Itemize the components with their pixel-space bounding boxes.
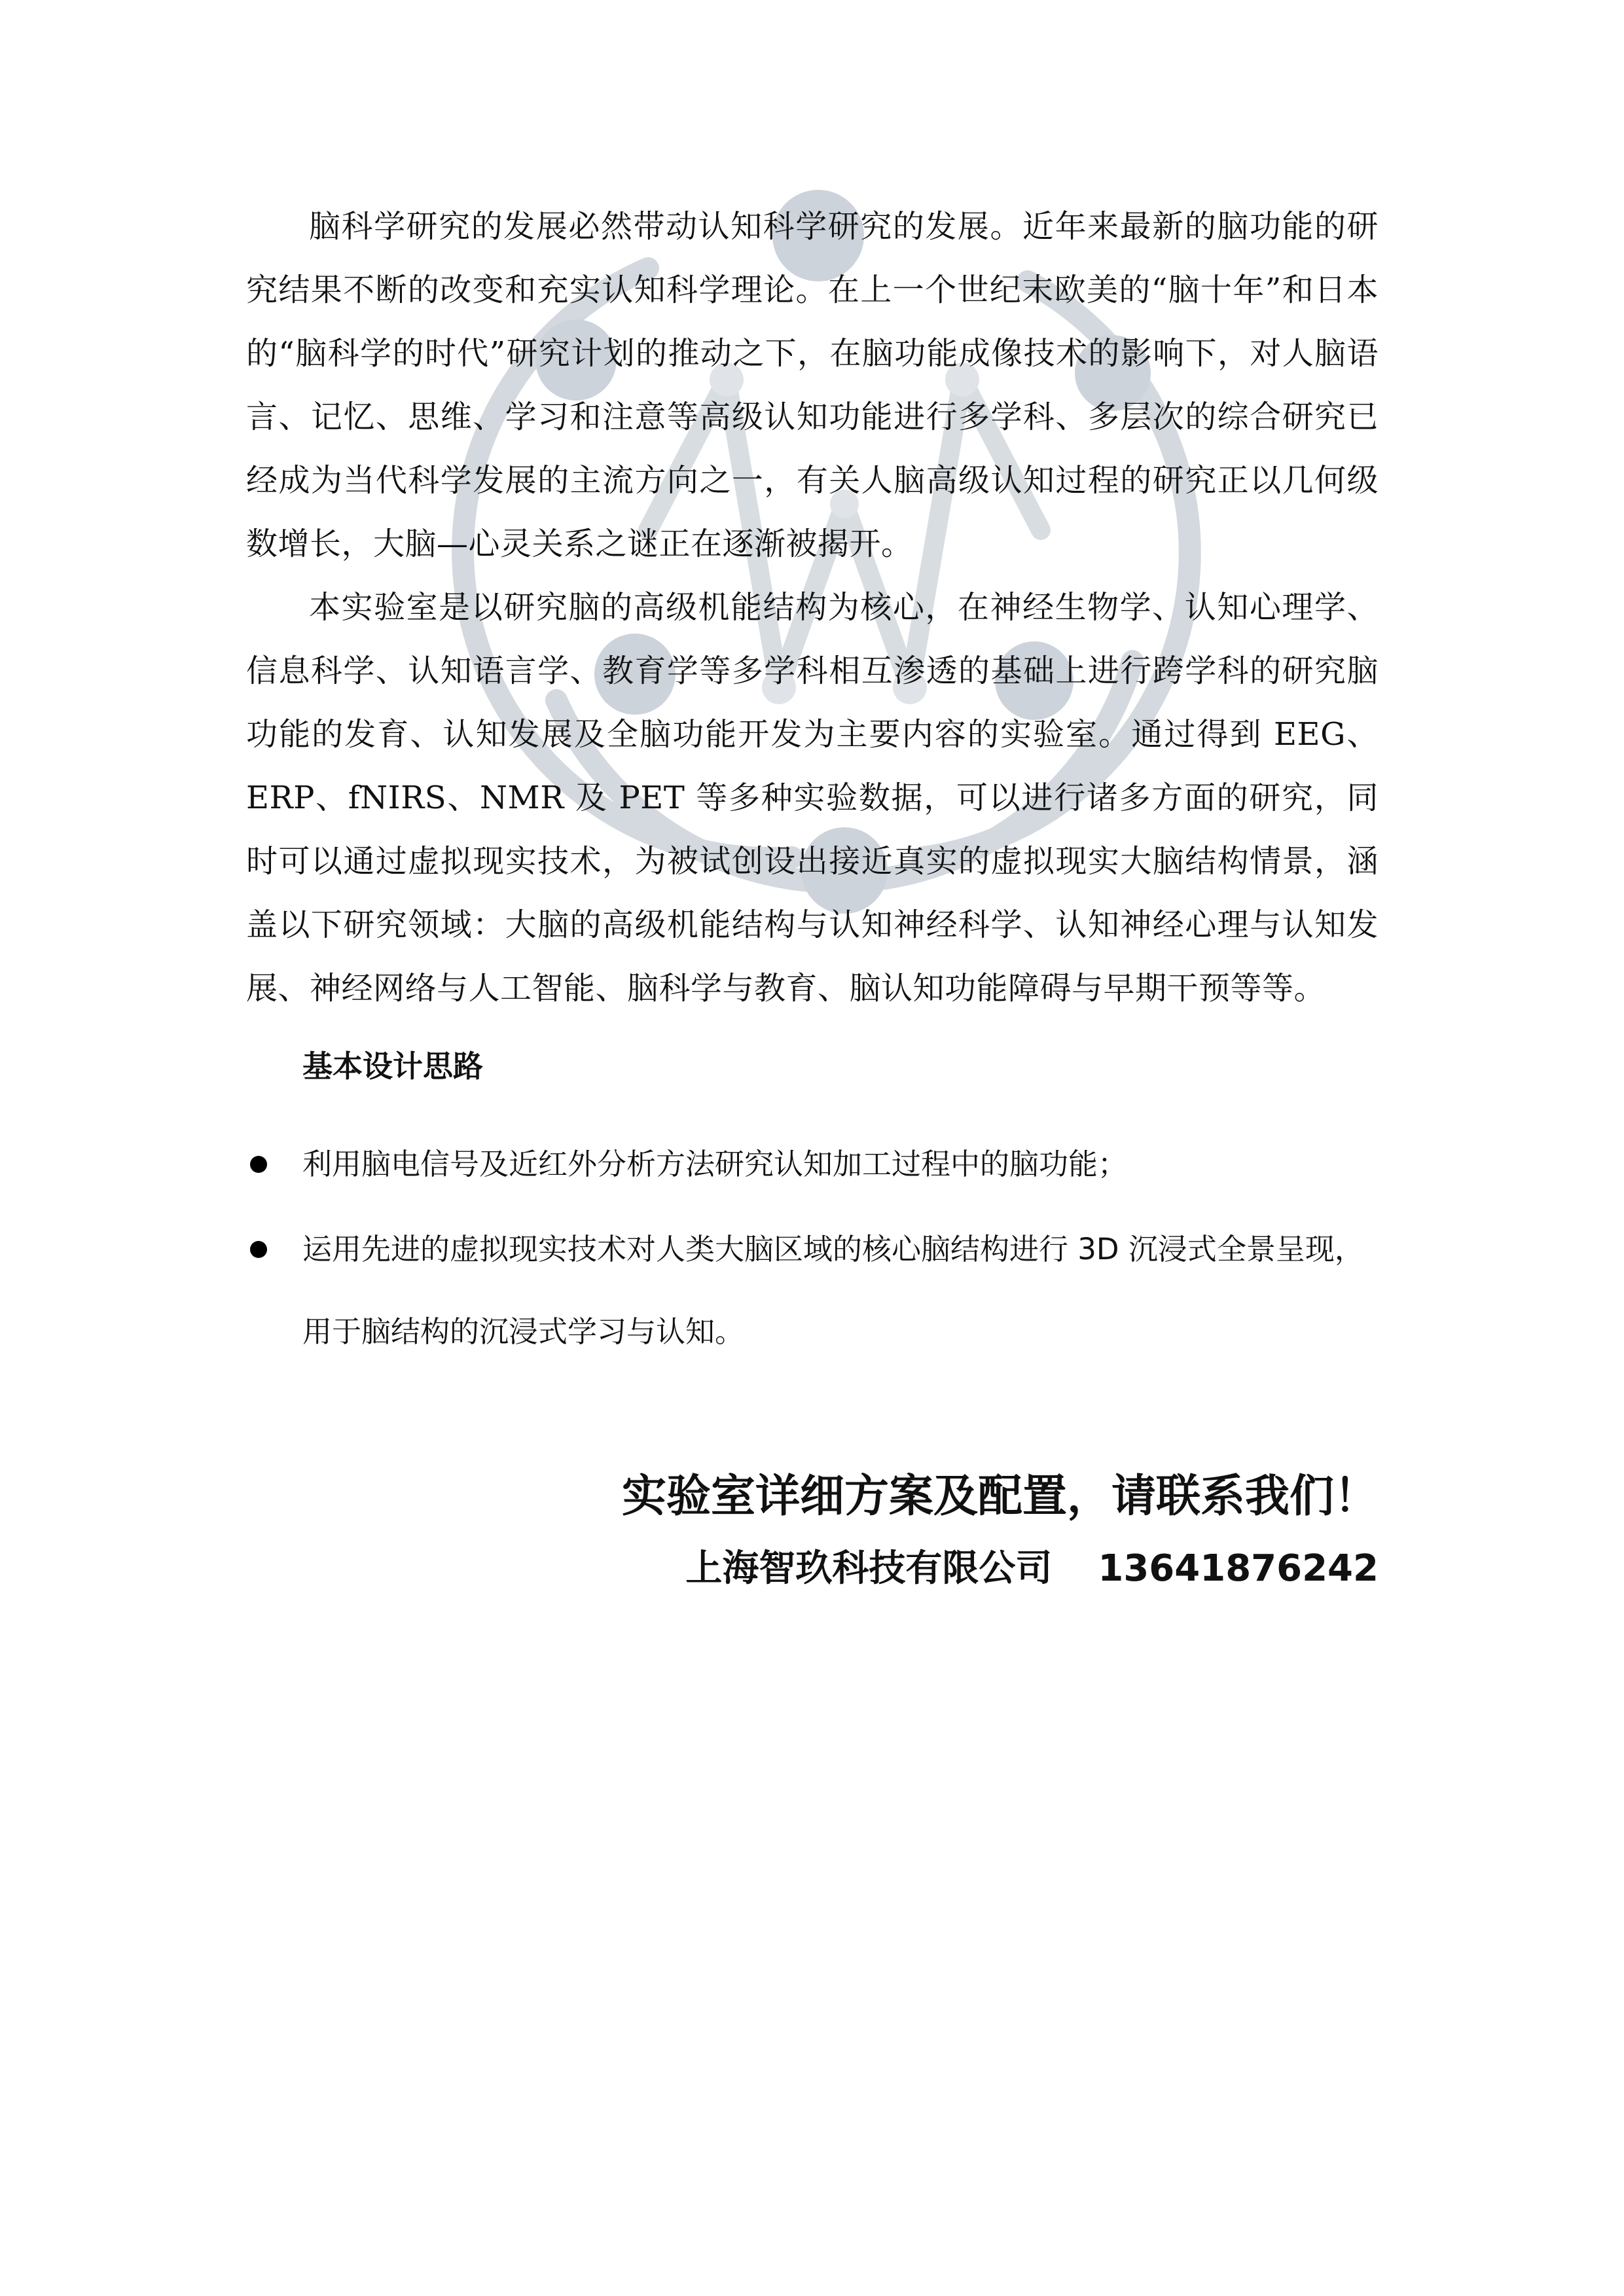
- list-item: [246, 1123, 1379, 1206]
- company-line: [622, 1533, 1379, 1605]
- bullet-icon: [250, 1241, 267, 1258]
- design-point-text: 利用脑电信号及近红外分析方法研究认知加工过程中的脑功能；: [302, 1147, 1128, 1181]
- paragraph-brain-science: 脑科学研究的发展必然带动认知科学研究的发展。近年来最新的脑功能的研究结果不断的改变和充实认知科学理论。在上一个世纪末欧美的“脑十年”和日本的“脑科学的时代”研究计划的推动之下，在脑功能成像技术的影响下，对人脑语言、记忆、思维、学习和注意等高级认知功能进行多学科、多层次的综合研究已经成为当代科学发展的主流方向之一，有关人脑高级认知过程的研究正以几何级数增长，大脑—心灵关系之谜正在逐渐被揭开。: [246, 208, 1379, 562]
- design-heading: 基本设计思路: [302, 1049, 483, 1084]
- phone-number: 13641876242: [1098, 1547, 1379, 1590]
- bullet-icon: [250, 1156, 267, 1173]
- paragraph-lab-intro: 本实验室是以研究脑的高级机能结构为核心，在神经生物学、认知心理学、信息科学、认知语言学、教育学等多学科相互渗透的基础上进行跨学科的研究脑功能的发育、认知发展及全脑功能开发为主要内容的实验室。通过得到 EEG、ERP、fNIRS、NMR 及 PET 等多种实验数据，可以进行诸多方面的研究，同时可以通过虚拟现实技术，为被试创设出接近真实的虚拟现实大脑结构情景，涵盖以下研究领域：大脑的高级机能结构与认知神经科学、认知神经心理与认知发展、神经网络与人工智能、脑科学与教育、脑认知功能障碍与早期干预等等。: [246, 589, 1379, 1007]
- contact-block: [622, 1461, 1379, 1605]
- design-point-text: 运用先进的虚拟现实技术对人类大脑区域的核心脑结构进行 3D 沉浸式全景呈现，用于脑结构的沉浸式学习与认知。: [302, 1232, 1364, 1349]
- company-name: 上海智玖科技有限公司: [685, 1547, 1053, 1590]
- design-points-list: [246, 1123, 1379, 1376]
- list-item: [246, 1208, 1379, 1373]
- body-text: [246, 195, 1379, 1020]
- contact-slogan: 实验室详细方案及配置，请联系我们！: [621, 1471, 1379, 1522]
